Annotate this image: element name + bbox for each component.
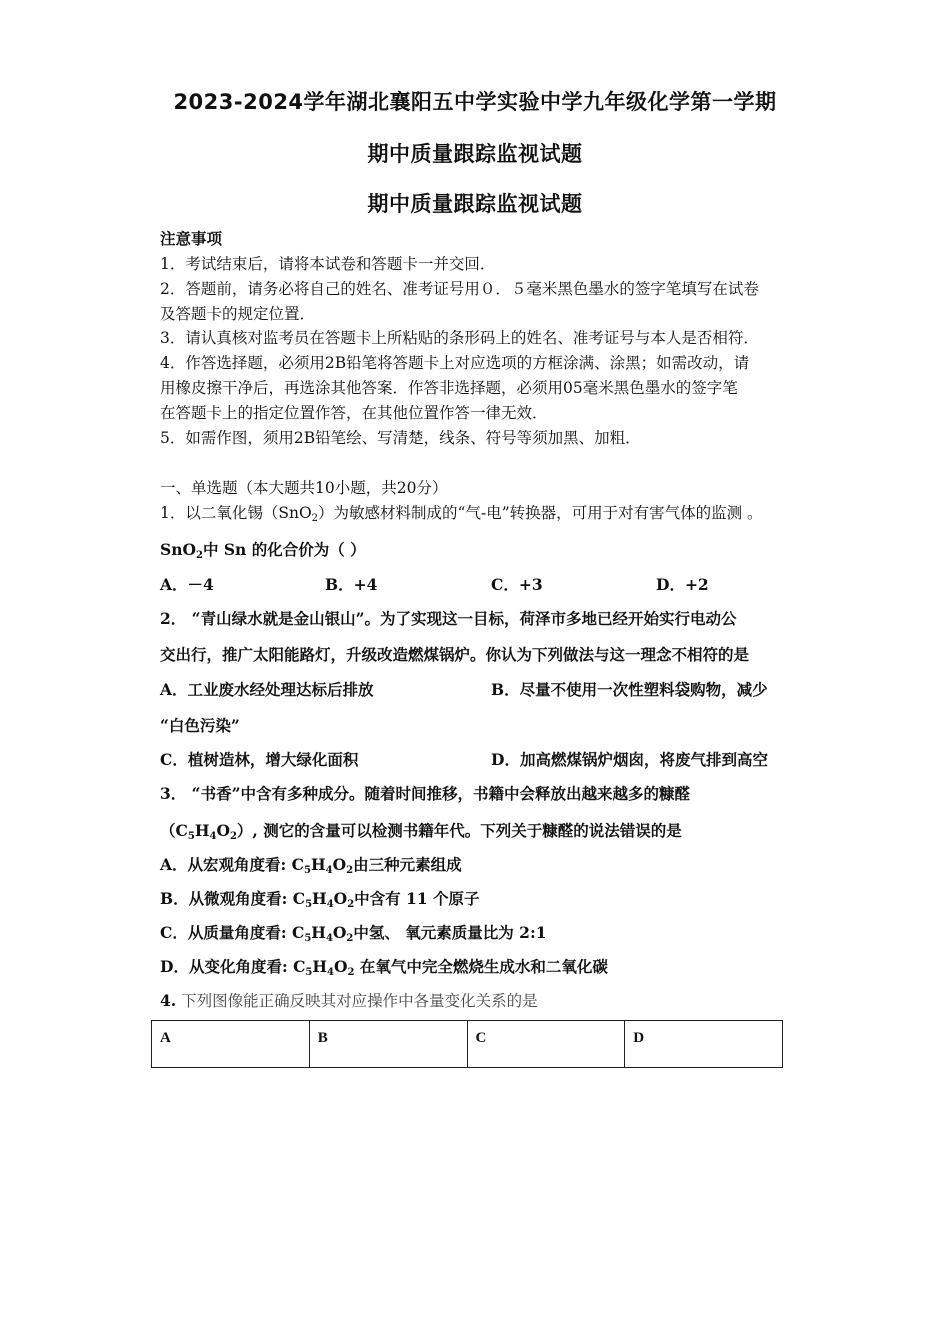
q2-option-d: D．加高燃煤锅炉烟囱，将废气排到高空	[491, 750, 768, 769]
table-row	[152, 1021, 783, 1068]
q3-text: O	[216, 821, 230, 840]
q4-answer-table	[151, 1020, 783, 1068]
q1-option-c: C．+3	[491, 575, 543, 594]
notice-line: 在答题卡上的指定位置作答，在其他位置作答一律无效．	[160, 404, 548, 422]
q1-option-b: B．+4	[325, 575, 378, 594]
subscript: 4	[209, 831, 217, 842]
formula: H	[310, 855, 326, 874]
q3-option-a	[160, 853, 462, 875]
question-1-line1	[160, 501, 763, 523]
q4-number: 4.	[160, 991, 177, 1010]
q4-text: 下列图像能正确反映其对应操作中各量变化关系的是	[181, 992, 538, 1010]
formula: O	[333, 889, 348, 908]
subscript: 5	[187, 831, 195, 842]
subscript: 2	[195, 550, 203, 561]
option-text: 中含有 11 个原子	[354, 889, 480, 908]
formula: O	[332, 855, 347, 874]
option-text: A．从宏观角度看:	[160, 855, 292, 874]
subscript: 4	[325, 865, 333, 876]
subscript: 2	[311, 513, 319, 524]
subscript: 2	[229, 831, 237, 842]
subscript: 2	[347, 899, 355, 910]
table-cell-c: C	[467, 1021, 625, 1068]
q3-option-c	[160, 921, 546, 943]
subscript: 2	[346, 933, 354, 944]
option-text: B．从微观角度看:	[160, 889, 293, 908]
q2-option-b-cont: “白色污染”	[160, 716, 240, 735]
q2-option-c: C．植树造林，增大绿化面积	[160, 750, 359, 769]
q3-text: ）, 测它的含量可以检测书籍年代。下列关于糠醛的说法错误的是	[236, 821, 682, 840]
q1-text-a: 1．以二氧化锡（SnO	[160, 504, 312, 522]
q2-option-b: B．尽量不使用一次性塑料袋购物，减少	[491, 680, 768, 699]
q1-text-c: SnO	[160, 540, 196, 559]
formula: C	[291, 855, 304, 874]
page-title-line2: 期中质量跟踪监视试题	[367, 142, 583, 166]
question-1-line2	[160, 538, 366, 560]
option-text: C．从质量角度看:	[160, 923, 292, 942]
notice-heading: 注意事项	[160, 229, 223, 248]
formula: H	[312, 889, 327, 908]
formula: C	[293, 957, 306, 976]
q3-text: （C	[160, 821, 188, 840]
q3-text: H	[194, 821, 210, 840]
notice-line: 用橡皮擦干净后，再选涂其他答案．作答非选择题，必须用05毫米黑色墨水的签字笔	[160, 379, 738, 397]
page-title-line3: 期中质量跟踪监视试题	[367, 192, 583, 216]
table-cell-a: A	[152, 1021, 310, 1068]
notice-line: 及答题卡的规定位置．	[160, 305, 316, 323]
formula: O	[332, 923, 347, 942]
q1-option-d: D．+2	[656, 575, 709, 594]
option-text: 由三种元素组成	[353, 855, 462, 874]
subscript: 5	[305, 967, 313, 978]
option-text: 中氢、 氧元素质量比为 2:1	[353, 923, 547, 942]
q1-text-d: 中 Sn 的化合价为（ ）	[202, 540, 366, 559]
notice-line: 2．答题前，请务必将自己的姓名、准考证号用０．５毫米黑色墨水的签字笔填写在试卷	[160, 280, 759, 298]
q1-option-a: A．－4	[160, 575, 214, 594]
formula: H	[312, 957, 328, 976]
question-3-line2	[160, 819, 682, 841]
notice-line: 1．考试结束后，请将本试卷和答题卡一并交回．	[160, 255, 496, 273]
q2-option-a: A．工业废水经处理达标后排放	[160, 680, 374, 699]
notice-line: 4．作答选择题，必须用2B铅笔将答题卡上对应选项的方框涂满、涂黑；如需改动，请	[160, 354, 750, 372]
subscript: 2	[347, 967, 355, 978]
question-3-line1: 3． “书香”中含有多种成分。随着时间推移，书籍中会释放出越来越多的糠醛	[160, 784, 691, 803]
option-text: 在氧气中完全燃烧生成水和二氧化碳	[354, 957, 608, 976]
subscript: 5	[305, 899, 313, 910]
option-text: D．从变化角度看:	[160, 957, 294, 976]
formula: C	[291, 923, 305, 942]
subscript: 5	[304, 933, 312, 944]
subscript: 5	[304, 865, 311, 876]
notice-line: 3．请认真核对监考员在答题卡上所粘贴的条形码上的姓名、准考证号与本人是否相符．	[160, 329, 759, 347]
subscript: 4	[326, 899, 334, 910]
table-cell-d: D	[625, 1021, 783, 1068]
table-cell-b: B	[309, 1021, 467, 1068]
page-title-line1: 2023-2024学年湖北襄阳五中学实验中学九年级化学第一学期	[173, 90, 777, 114]
q3-option-d	[160, 955, 608, 977]
formula: O	[334, 957, 348, 976]
question-2-line2: 交出行，推广太阳能路灯，升级改造燃煤锅炉。你认为下列做法与这一理念不相符的是	[160, 645, 750, 664]
subscript: 4	[327, 967, 334, 978]
subscript: 2	[346, 865, 354, 876]
formula: C	[292, 889, 306, 908]
question-4-line1	[160, 989, 538, 1011]
notice-line: 5．如需作图，须用2B铅笔绘、写清楚，线条、符号等须加黑、加粗．	[160, 429, 641, 447]
question-2-line1: 2． “青山绿水就是金山银山”。为了实现这一目标，荷泽市多地已经开始实行电动公	[160, 609, 737, 628]
formula: H	[311, 923, 326, 942]
subscript: 4	[325, 933, 333, 944]
q3-option-b	[160, 887, 480, 909]
q1-text-b: ）为敏感材料制成的“气-电”转换器，可用于对有害气体的监测 。	[318, 504, 763, 522]
section-heading: 一、单选题（本大题共10小题，共20分）	[160, 479, 448, 497]
